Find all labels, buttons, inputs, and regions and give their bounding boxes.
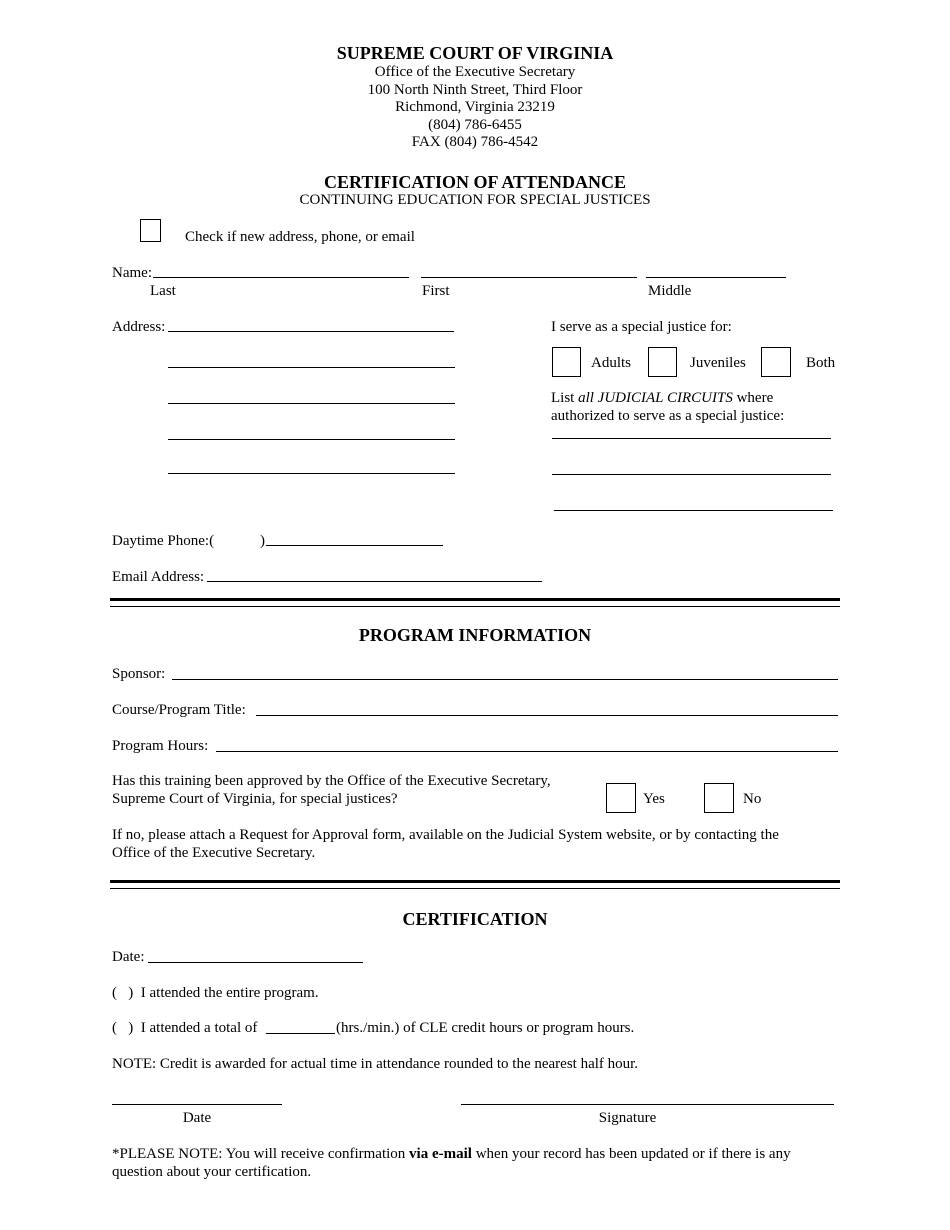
both-checkbox[interactable]: [761, 347, 791, 377]
section-divider-1: [110, 598, 840, 607]
if-no-instruction-line2: Office of the Executive Secretary.: [112, 845, 316, 861]
course-title-field[interactable]: [256, 715, 838, 716]
circuits-prefix: List: [551, 390, 579, 406]
approved-question-line1: Has this training been approved by the Office of the Executive Secretary,: [112, 773, 551, 789]
cert-date-label: Date:: [112, 949, 145, 965]
first-name-caption: First: [422, 283, 450, 299]
phone-label: Daytime Phone:(: [112, 533, 215, 549]
footer-note-emphasis: via e-mail: [409, 1146, 472, 1162]
footer-note-line2: question about your certification.: [112, 1164, 312, 1180]
approved-question-line2: Supreme Court of Virginia, for special justices?: [112, 791, 398, 807]
email-field[interactable]: [207, 581, 542, 582]
email-label: Email Address:: [112, 569, 205, 585]
middle-name-field[interactable]: [646, 277, 786, 278]
office-fax: FAX (804) 786-4542: [411, 134, 539, 150]
attended-hours-field[interactable]: [266, 1033, 335, 1034]
if-no-instruction-line1: If no, please attach a Request for Approval form, available on the Judicial System website, or by contacting the: [112, 827, 779, 843]
course-title-label: Course/Program Title:: [112, 702, 246, 718]
signature-date-field[interactable]: [112, 1104, 282, 1105]
signature-field[interactable]: [461, 1104, 834, 1105]
attended-entire-radio[interactable]: ( ): [112, 985, 134, 1001]
address-label: Address:: [112, 319, 166, 335]
sponsor-field[interactable]: [172, 679, 838, 680]
circuits-line-1[interactable]: [552, 438, 831, 439]
approved-yes-checkbox[interactable]: [606, 783, 636, 813]
office-phone: (804) 786-6455: [428, 117, 522, 133]
office-city: Richmond, Virginia 23219: [395, 99, 555, 115]
adults-label: Adults: [591, 355, 632, 371]
attended-partial-label-start: I attended a total of: [140, 1020, 258, 1036]
credit-note: NOTE: Credit is awarded for actual time in attendance rounded to the nearest half hour.: [112, 1056, 639, 1072]
footer-note-end: when your record has been updated or if there is any: [471, 1146, 791, 1162]
office-street: 100 North Ninth Street, Third Floor: [367, 82, 583, 98]
signature-date-caption: Date: [182, 1110, 212, 1126]
first-name-field[interactable]: [421, 277, 637, 278]
attended-partial-label-end: (hrs./min.) of CLE credit hours or program hours.: [336, 1020, 635, 1036]
certification-section-title: CERTIFICATION: [402, 909, 548, 929]
sponsor-label: Sponsor:: [112, 666, 166, 682]
juveniles-checkbox[interactable]: [648, 347, 677, 377]
name-label: Name:: [112, 265, 152, 281]
footer-note-start: *PLEASE NOTE: You will receive confirmation: [112, 1146, 410, 1162]
approved-no-label: No: [743, 791, 762, 807]
last-name-field[interactable]: [153, 277, 409, 278]
attended-entire-option[interactable]: [112, 984, 319, 1002]
program-hours-field[interactable]: [216, 751, 838, 752]
address-line-3[interactable]: [168, 403, 455, 404]
footer-note-line1: [112, 1145, 791, 1163]
phone-field[interactable]: [266, 545, 443, 546]
address-line-1[interactable]: [168, 331, 454, 332]
adults-checkbox[interactable]: [552, 347, 581, 377]
both-label: Both: [806, 355, 836, 371]
approved-yes-label: Yes: [643, 791, 665, 807]
circuits-emphasis: all JUDICIAL CIRCUITS: [578, 390, 733, 406]
program-hours-label: Program Hours:: [112, 738, 209, 754]
circuits-instruction: [551, 389, 773, 407]
court-name: SUPREME COURT OF VIRGINIA: [336, 43, 614, 63]
phone-paren-close: ): [260, 533, 265, 549]
circuits-suffix: where: [732, 390, 774, 406]
middle-name-caption: Middle: [648, 283, 692, 299]
attended-partial-option[interactable]: [112, 1019, 257, 1037]
cert-date-field[interactable]: [148, 962, 363, 963]
address-line-5[interactable]: [168, 473, 455, 474]
attended-partial-radio[interactable]: ( ): [112, 1020, 134, 1036]
signature-caption: Signature: [598, 1110, 657, 1126]
new-address-label: Check if new address, phone, or email: [185, 229, 415, 245]
circuits-line-3[interactable]: [554, 510, 833, 511]
new-address-checkbox[interactable]: [140, 219, 161, 242]
last-name-caption: Last: [150, 283, 176, 299]
circuits-line-2[interactable]: [552, 474, 831, 475]
circuits-instruction-line2: authorized to serve as a special justice:: [551, 408, 785, 424]
attended-entire-label: I attended the entire program.: [140, 985, 319, 1001]
juveniles-label: Juveniles: [690, 355, 746, 371]
program-section-title: PROGRAM INFORMATION: [358, 625, 592, 645]
office-name: Office of the Executive Secretary: [374, 64, 576, 80]
form-title: CERTIFICATION OF ATTENDANCE: [323, 172, 627, 192]
address-line-4[interactable]: [168, 439, 455, 440]
serve-label: I serve as a special justice for:: [551, 319, 732, 335]
address-line-2[interactable]: [168, 367, 455, 368]
section-divider-2: [110, 880, 840, 889]
form-subtitle: CONTINUING EDUCATION FOR SPECIAL JUSTICES: [299, 192, 651, 208]
approved-no-checkbox[interactable]: [704, 783, 734, 813]
